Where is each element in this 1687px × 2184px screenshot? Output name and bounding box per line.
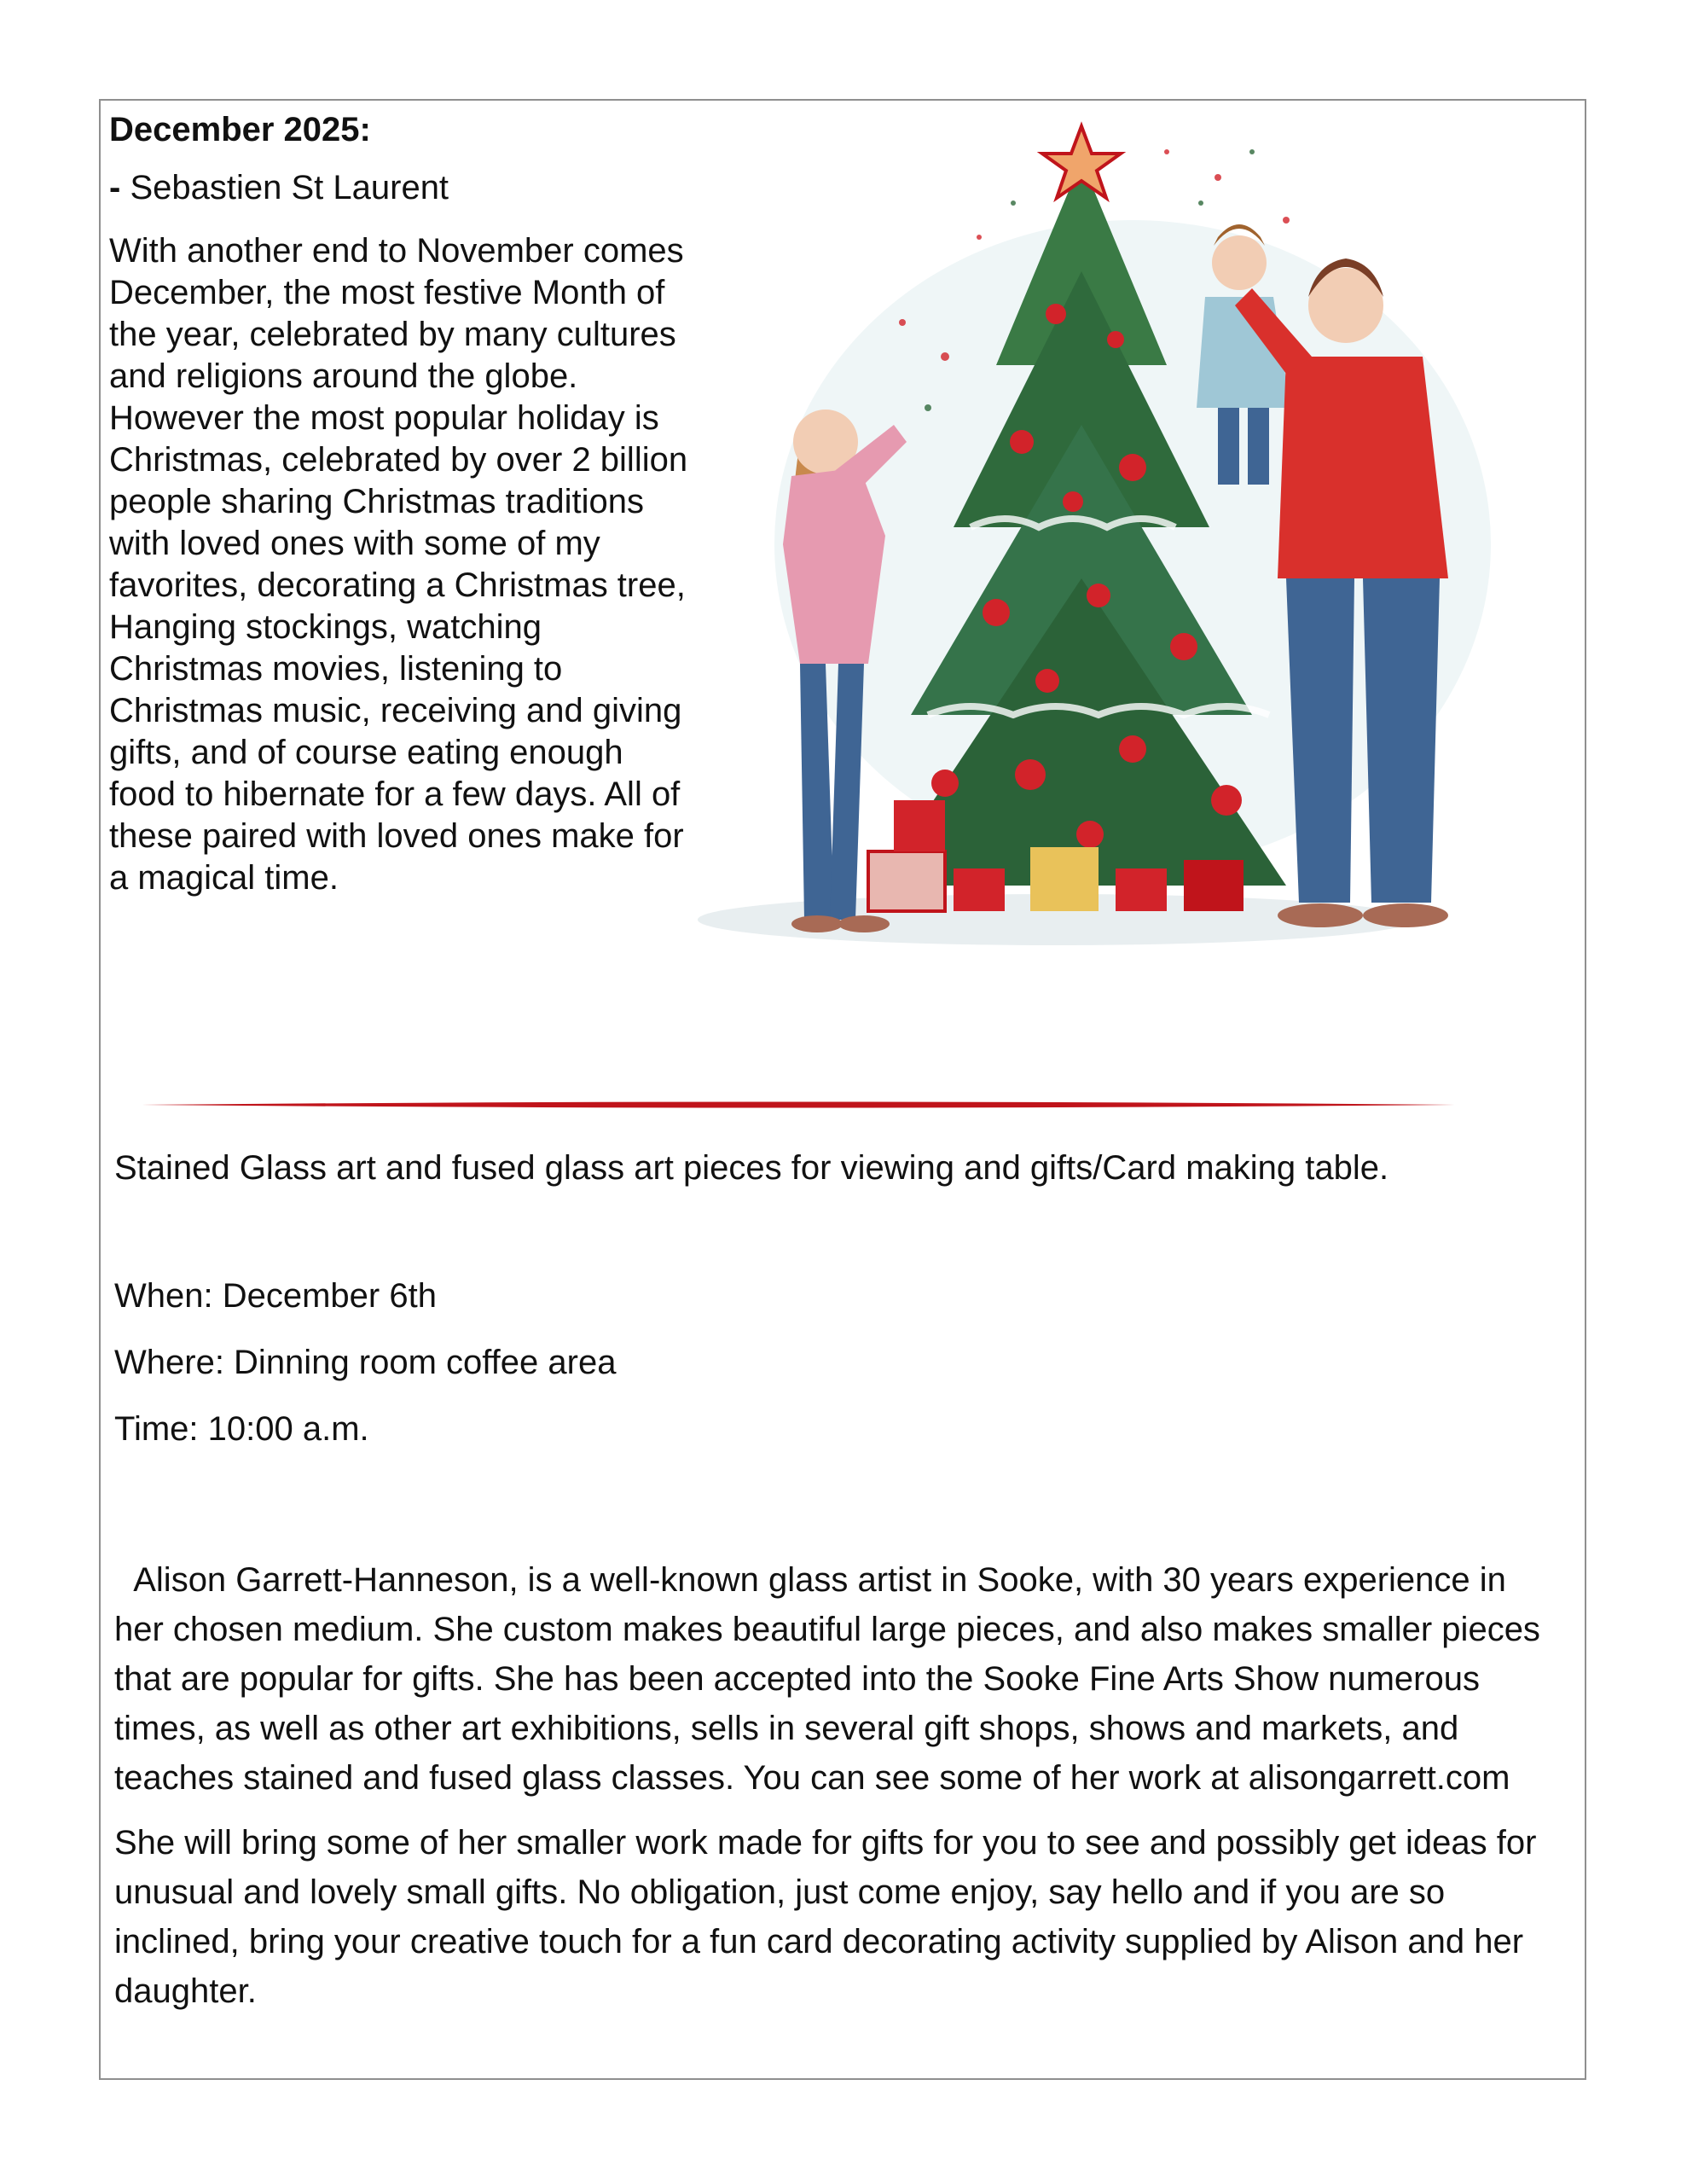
byline-author: Sebastien St Laurent <box>130 169 449 206</box>
article-byline <box>109 166 689 210</box>
family-christmas-tree-illustration <box>689 101 1585 971</box>
byline-dash: - <box>109 169 121 206</box>
event-details <box>114 1146 1564 1473</box>
artist-bio <box>114 1555 1564 2031</box>
article-intro: With another end to November comes December, the most festive Month of the year, celebrated by many cultures and religions around the globe. However the most popular holiday is Christmas, celebrated by over 2 billion people sharing Christmas traditions with loved ones with some of my favorites, decorating a Christmas tree, Hanging stockings, watching Christmas movies, listening to Christmas music, receiving and giving gifts, and of course eating enough food to hibernate for a few days. All of these paired with loved ones make for a magical time. <box>109 232 688 897</box>
event-time: Time: 10:00 a.m. <box>114 1410 369 1448</box>
bio-paragraph-1-text: Alison Garrett-Hanneson, is a well-known glass artist in Sooke, with 30 years experience in her chosen medium. She custom makes beautiful large pieces, and also makes smaller pieces that are popular for gifts. She has been accepted into the Sooke Fine Arts Show numerous times, as well as other art exhibitions, sells in several gift shops, shows and markets, and teaches stained and fused glass classes. You can see some of her work at alisongarrett.com <box>114 1561 1540 1797</box>
bio-paragraph-2: She will bring some of her smaller work made for gifts for you to see and possibly get ideas for unusual and lovely small gifts. No obligation, just come enjoy, say hello and if you are so inclined, bring your creative touch for a fun card decorating activity supplied by Alison and her daughter. <box>114 1824 1537 2010</box>
bio-paragraph-1 <box>114 1555 1564 1803</box>
article-column <box>109 107 689 899</box>
event-title: Stained Glass art and fused glass art pieces for viewing and gifts/Card making table. <box>114 1149 1389 1187</box>
article-heading: December 2025: <box>109 111 371 148</box>
event-where: Where: Dinning room coffee area <box>114 1344 617 1381</box>
red-divider <box>142 1099 1455 1111</box>
event-when: When: December 6th <box>114 1277 437 1315</box>
page-frame <box>99 99 1586 2080</box>
